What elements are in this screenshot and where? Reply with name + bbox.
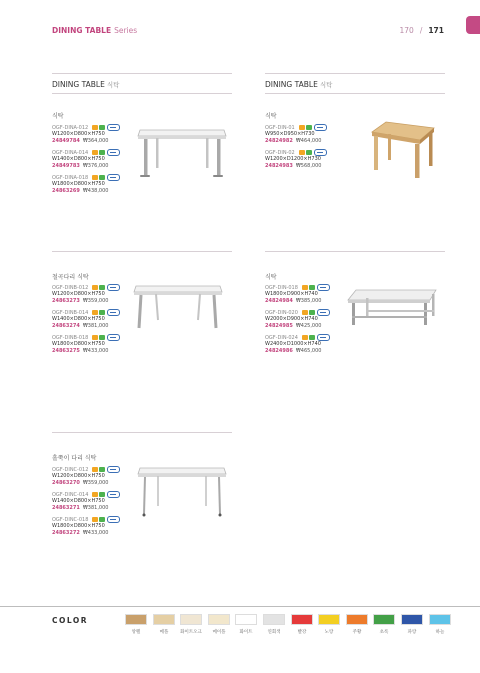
product-price: ₩381,000 [82,504,109,511]
product-sku: 24863271 [52,504,80,511]
color-swatch-label: 메플 [159,630,169,635]
product-dimensions: W1200×D800×H750 [52,291,105,298]
product-price: ₩568,000 [295,162,322,169]
product-image-long-table [346,286,440,334]
product-dimensions: W950×D950×H730 [265,131,315,138]
color-swatch-label: 화이트 [239,630,253,635]
product-item [52,516,120,536]
product-item [52,466,120,486]
product-item [52,309,120,329]
color-swatch [153,614,175,625]
certification-icons [92,149,120,156]
certification-icons [92,516,120,523]
product-image-wood-table [368,118,440,182]
product-image-table-a [136,124,228,182]
section-rule [52,432,232,433]
page-left: 170 [399,26,414,35]
product-code: OGF-DINA-012 [52,125,89,132]
color-swatch [373,614,395,625]
product-item [52,284,120,304]
section-rule [52,73,232,74]
product-dimensions: W1800×D800×H750 [52,341,105,348]
product-price: ₩433,000 [82,347,109,354]
product-dimensions: W1200×D1200×H730 [265,156,321,163]
product-dimensions: W1800×D800×H750 [52,181,105,188]
product-code: OGF-DINC-012 [52,467,89,474]
product-price: ₩433,000 [82,529,109,536]
color-swatch [291,614,313,625]
product-code: OGF-DINB-012 [52,285,89,292]
product-price: ₩359,000 [82,479,109,486]
product-image-table-c [136,464,228,520]
product-code: OGF-DINC-018 [52,517,89,524]
product-sku: 24863269 [52,187,80,194]
product-code: OGF-DINC-014 [52,492,89,499]
product-code: OGF-DIN-02 [265,150,295,157]
product-item [52,174,120,194]
color-swatch-label: 초록 [379,630,389,635]
product-sku: 24863270 [52,479,80,486]
color-swatch-label: 화이트오크 [180,630,202,635]
product-price: ₩465,000 [295,347,322,354]
section-rule [265,93,445,94]
product-code: OGF-DINA-018 [52,175,89,182]
product-price: ₩381,000 [82,322,109,329]
color-swatch-label: 파랑 [407,630,417,635]
certification-icons [92,124,120,131]
certification-icons [299,149,327,156]
product-code: OGF-DIN-01 [265,125,295,132]
section-rule [52,251,232,252]
group-label: 식탁 [52,113,64,120]
certification-icons [92,491,120,498]
product-dimensions: W1400×D800×H750 [52,156,105,163]
product-item [52,491,120,511]
product-sku: 24849783 [52,162,80,169]
footer-rule [0,606,480,607]
color-swatch-label: 메이플 [212,630,226,635]
group-label: 식탁 [265,113,277,120]
header-title-text: DINING TABLE [52,26,112,35]
group-label: 식탁 [265,274,277,281]
color-swatch [429,614,451,625]
section-rule [52,93,232,94]
certification-icons [302,284,330,291]
product-sku: 24824984 [265,297,293,304]
product-item [52,124,120,144]
color-swatch-label: 주황 [352,630,362,635]
section-title-text: DINING TABLE [52,80,105,89]
product-price: ₩425,000 [295,322,322,329]
color-swatch-label: 노랑 [324,630,334,635]
certification-icons [92,174,120,181]
color-swatch [208,614,230,625]
color-swatch-label: 하늘 [435,630,445,635]
product-image-table-b [132,282,226,332]
certification-icons [299,124,327,131]
product-code: OGF-DIN-018 [265,285,298,292]
product-item [265,334,330,354]
product-item [52,149,120,169]
color-swatch [401,614,423,625]
product-item [265,284,330,304]
certification-icons [92,466,120,473]
group-label: 흘쭉이 다리 식탁 [52,455,97,462]
color-swatch [318,614,340,625]
group-label: 철곡다리 식탁 [52,274,89,281]
certification-icons [302,334,330,341]
certification-icons [92,309,120,316]
page-separator: / [419,26,423,35]
product-dimensions: W1200×D800×H750 [52,131,105,138]
product-sku: 24824986 [265,347,293,354]
product-dimensions: W1200×D800×H750 [52,473,105,480]
color-swatch [180,614,202,625]
product-dimensions: W1400×D800×H750 [52,498,105,505]
product-price: ₩438,000 [82,187,109,194]
product-item [52,334,120,354]
header-series: Series [114,26,138,35]
product-sku: 24863274 [52,322,80,329]
product-dimensions: W1800×D900×H740 [265,291,318,298]
color-swatch-label: 빨강 [297,630,307,635]
certification-icons [92,334,120,341]
certification-icons [302,309,330,316]
product-item [265,124,327,144]
product-code: OGF-DINA-014 [52,150,89,157]
page-tab-marker [466,16,480,34]
product-dimensions: W1800×D800×H750 [52,523,105,530]
product-price: ₩464,000 [295,137,322,144]
product-code: OGF-DINB-018 [52,335,89,342]
product-item [265,309,330,329]
product-price: ₩364,000 [82,137,109,144]
product-code: OGF-DIN-020 [265,310,298,317]
section-title-ko: 식탁 [319,81,333,89]
page-numbers [399,26,444,35]
product-item [265,149,327,169]
product-sku: 24824983 [265,162,293,169]
product-price: ₩376,000 [82,162,109,169]
section-rule [265,73,445,74]
section-title-text: DINING TABLE [265,80,318,89]
color-swatch-label: 연회색 [267,630,281,635]
color-swatch [125,614,147,625]
header-title [52,26,137,35]
color-label: COLOR [52,616,89,625]
product-code: OGF-DINB-014 [52,310,89,317]
color-swatch-label: 앙펠 [131,630,141,635]
section-title-ko: 식탁 [106,81,120,89]
page-right: 171 [428,26,444,35]
section-rule [265,251,445,252]
product-sku: 24824985 [265,322,293,329]
color-swatch [263,614,285,625]
product-code: OGF-DIN-024 [265,335,298,342]
section-title [52,80,119,89]
section-title [265,80,332,89]
product-sku: 24863275 [52,347,80,354]
product-price: ₩385,000 [295,297,322,304]
product-sku: 24863272 [52,529,80,536]
product-sku: 24849784 [52,137,80,144]
product-price: ₩359,000 [82,297,109,304]
product-sku: 24863273 [52,297,80,304]
product-dimensions: W1400×D800×H750 [52,316,105,323]
certification-icons [92,284,120,291]
color-swatch [346,614,368,625]
color-swatch [235,614,257,625]
product-sku: 24824982 [265,137,293,144]
product-dimensions: W2000×D900×H740 [265,316,318,323]
product-dimensions: W2400×D1000×H740 [265,341,321,348]
